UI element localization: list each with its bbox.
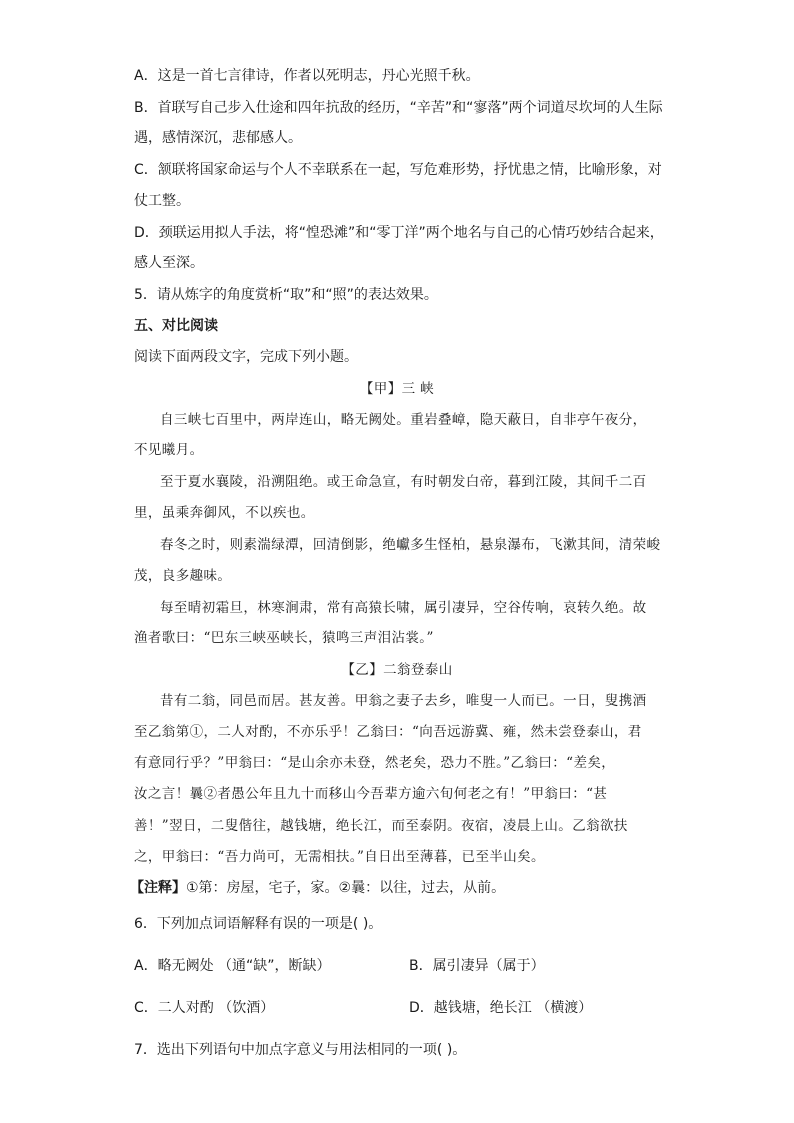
q4-option-b-line1: B．首联写自己步入仕途和四年抗敌的经历，“辛苦”和“寥落”两个词道尽坎坷的人生际 bbox=[134, 100, 663, 116]
passage-yi-title: 【乙】二翁登泰山 bbox=[341, 662, 453, 678]
passage-jia-line: 不见曦月。 bbox=[134, 442, 204, 458]
passage-jia-line: 茂，良多趣味。 bbox=[134, 568, 232, 584]
question-7-stem: 7．选出下列语句中加点字意义与用法相同的一项( )。 bbox=[134, 1042, 467, 1058]
annotation bbox=[130, 878, 505, 898]
q6-option-a: A．略无阙处 （通“缺”，断缺） bbox=[134, 958, 331, 974]
q6-option-d: D．越钱塘，绝长江 （横渡） bbox=[409, 1000, 593, 1016]
passage-jia-title: 【甲】三 峡 bbox=[359, 381, 435, 397]
q4-option-c-line1: C．颔联将国家命运与个人不幸联系在一起，写危难形势，抒忧患之情，比喻形象，对 bbox=[134, 162, 662, 178]
passage-jia-line: 渔者歌曰：“巴东三峡巫峡长，猿鸣三声泪沾裳。” bbox=[134, 630, 434, 646]
section-instruction: 阅读下面两段文字，完成下列小题。 bbox=[134, 349, 358, 365]
passage-yi-line: 有意同行乎？”甲翁曰：“是山余亦未登，然老矣，恐力不胜。”乙翁曰：“差矣， bbox=[134, 755, 616, 771]
passage-jia-line: 自三峡七百里中，两岸连山，略无阙处。重岩叠嶂，隐天蔽日，自非亭午夜分， bbox=[160, 412, 647, 428]
annotation-text: ①第：房屋，宅子，家。②曩：以往，过去，从前。 bbox=[186, 880, 506, 896]
passage-jia-line: 春冬之时，则素湍绿潭，回清倒影，绝巘多生怪柏，悬泉瀑布，飞漱其间，清荣峻 bbox=[160, 537, 661, 553]
section-title: 五、对比阅读 bbox=[134, 318, 218, 334]
q6-option-b: B．属引凄异（属于） bbox=[409, 958, 545, 974]
passage-jia-line: 里，虽乘奔御风，不以疾也。 bbox=[134, 505, 315, 521]
q4-option-a: A．这是一首七言律诗，作者以死明志，丹心光照千秋。 bbox=[134, 68, 480, 84]
passage-yi-line: 昔有二翁，同邑而居。甚友善。甲翁之妻子去乡，唯叟一人而已。一日，叟携酒 bbox=[160, 693, 647, 709]
passage-yi-line: 至乙翁第①，二人对酌，不亦乐乎！乙翁曰：“向吾远游冀、雍，然未尝登泰山，君 bbox=[134, 724, 642, 740]
passage-yi-line: 之，甲翁曰：“吾力尚可，无需相扶。”自日出至薄暮，已至半山矣。 bbox=[134, 849, 545, 865]
annotation-label: 【注释】 bbox=[130, 880, 186, 896]
q4-option-b-line2: 遇，感情深沉，悲郁感人。 bbox=[134, 130, 302, 146]
question-5: 5．请从炼字的角度赏析“取”和“照”的表达效果。 bbox=[134, 287, 438, 303]
passage-yi-line: 善！”翌日，二叟偕往，越钱塘，绝长江，而至泰阴。夜宿，凌晨上山。乙翁欲扶 bbox=[134, 818, 628, 834]
passage-yi-line: 汝之言！曩②者愚公年且九十而移山今吾辈方逾六旬何老之有！”甲翁曰：“甚 bbox=[134, 786, 608, 802]
question-6-stem: 6．下列加点词语解释有误的一项是( )。 bbox=[134, 916, 383, 932]
q4-option-d-line1: D．颈联运用拟人手法，将“惶恐滩”和“零丁洋”两个地名与自己的心情巧妙结合起来， bbox=[134, 225, 664, 241]
q4-option-c-line2: 仗工整。 bbox=[134, 193, 190, 209]
passage-jia-line: 每至晴初霜旦，林寒涧肃，常有高猿长啸，属引凄异，空谷传响，哀转久绝。故 bbox=[160, 600, 647, 616]
q6-option-c: C．二人对酌 （饮酒） bbox=[134, 1000, 275, 1016]
q4-option-d-line2: 感人至深。 bbox=[134, 255, 204, 271]
passage-jia-line: 至于夏水襄陵，沿溯阻绝。或王命急宣，有时朝发白帝，暮到江陵，其间千二百 bbox=[160, 474, 647, 490]
